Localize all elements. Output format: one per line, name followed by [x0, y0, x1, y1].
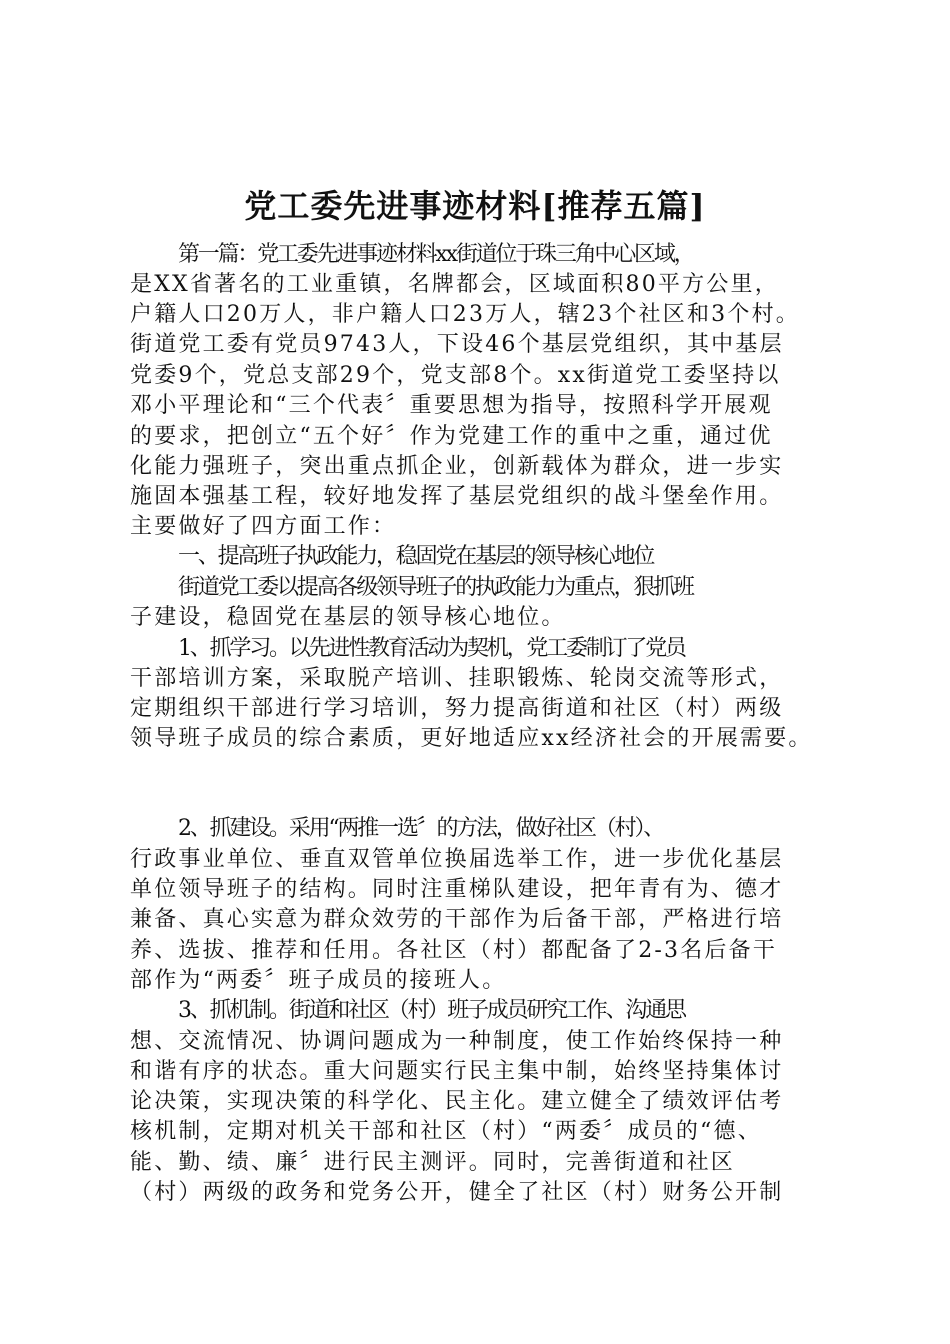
- text-line: 街道党工委有党员9743人，下设46个基层党组织，其中基层: [130, 332, 784, 357]
- text-line: 3、抓机制。街道和社区（村）班子成员研究工作、沟通思: [178, 998, 685, 1023]
- text-line: 单位领导班子的结构。同时注重梯队建设，把年青有为、德才: [130, 877, 784, 902]
- text-line: 能、勤、绩、廉〞进行民主测评。同时，完善街道和社区: [130, 1150, 736, 1175]
- text-line: 定期组织干部进行学习培训，努力提高街道和社区（村）两级: [130, 696, 784, 721]
- text-line: 部作为“两委〞班子成员的接班人。: [130, 968, 507, 993]
- text-line: 兼备、真心实意为群众效劳的干部作为后备干部，严格进行培: [130, 907, 784, 932]
- text-line: 子建设，稳固党在基层的领导核心地位。: [130, 605, 566, 630]
- text-line: 1、抓学习。以先进性教育活动为契机，党工委制订了党员: [178, 636, 685, 661]
- text-line: 街道党工委以提高各级领导班子的执政能力为重点，狠抓班: [178, 575, 693, 600]
- text-line: 核机制，定期对机关干部和社区（村）“两委〞成员的“德、: [130, 1119, 762, 1144]
- text-line: 第一篇：党工委先进事迹材料xx街道位于珠三角中心区域，: [178, 242, 694, 267]
- text-line: 干部培训方案，采取脱产培训、挂职锻炼、轮岗交流等形式，: [130, 666, 784, 691]
- text-line: 和谐有序的状态。重大问题实行民主集中制，始终坚持集体讨: [130, 1059, 784, 1084]
- text-line: 党委9个，党总支部29个，党支部8个。xx街道党工委坚持以: [130, 363, 781, 388]
- text-line: 2、抓建设。采用“两推一选〞的方法，做好社区（村）、: [178, 816, 664, 841]
- text-line: 施固本强基工程，较好地发挥了基层党组织的战斗堡垒作用。: [130, 484, 784, 509]
- text-line: 论决策，实现决策的科学化、民主化。建立健全了绩效评估考: [130, 1089, 784, 1114]
- text-line: 领导班子成员的综合素质，更好地适应xx经济社会的开展需要。: [130, 726, 813, 751]
- text-line: 行政事业单位、垂直双管单位换届选举工作，进一步优化基层: [130, 847, 784, 872]
- text-line: 主要做好了四方面工作：: [130, 514, 397, 539]
- text-line: 户籍人口20万人，非户籍人口23万人，辖23个社区和3个村。: [130, 302, 800, 327]
- text-line: 邓小平理论和“三个代表〞重要思想为指导，按照科学开展观: [130, 393, 773, 418]
- text-line: 的要求，把创立“五个好〞作为党建工作的重中之重，通过优: [130, 424, 773, 449]
- text-line: 想、交流情况、协调问题成为一种制度，使工作始终保持一种: [130, 1029, 784, 1054]
- section-heading: 一、提高班子执政能力，稳固党在基层的领导核心地位: [178, 544, 654, 569]
- text-line: 是XX省著名的工业重镇，名牌都会，区域面积80平方公里，: [130, 272, 779, 297]
- document-title: 党工委先进事迹材料[推荐五篇]: [244, 187, 706, 225]
- text-line: （村）两级的政务和党务公开，健全了社区（村）财务公开制: [130, 1180, 784, 1205]
- text-line: 化能力强班子，突出重点抓企业，创新载体为群众，进一步实: [130, 454, 784, 479]
- text-line: 养、选拔、推荐和任用。各社区（村）都配备了2-3名后备干: [130, 938, 778, 963]
